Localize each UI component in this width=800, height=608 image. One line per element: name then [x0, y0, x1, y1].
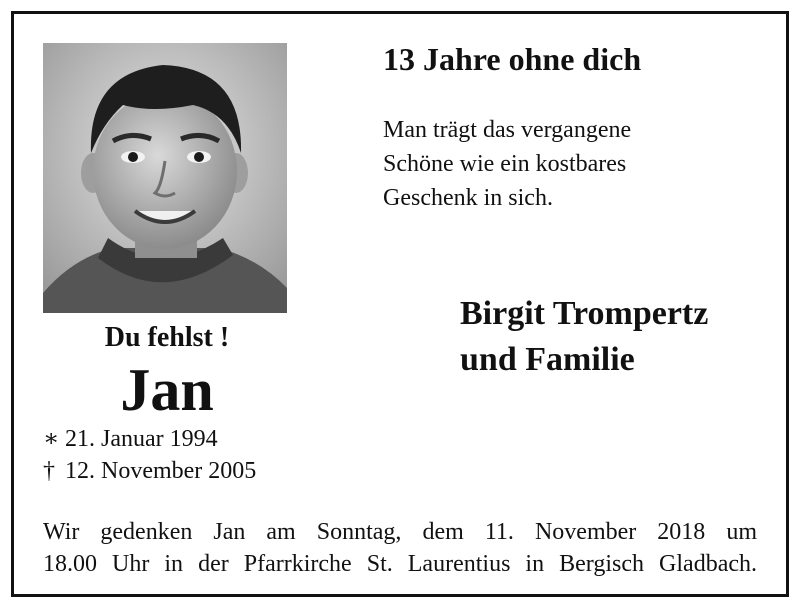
birth-date-row: [43, 423, 256, 455]
signature-line: Birgit Trompertz: [460, 295, 709, 332]
death-date-row: [43, 455, 256, 487]
notice-line: 18.00 Uhr in der Pfarrkirche St. Laurentius in Bergisch Gladbach.: [43, 551, 757, 577]
memorial-quote: [383, 113, 631, 215]
quote-line: Geschenk in sich.: [383, 185, 553, 211]
quote-line: Schöne wie ein kostbares: [383, 151, 627, 177]
subtitle: Du fehlst !: [104, 322, 230, 353]
signature-line: und Familie: [460, 341, 635, 378]
birth-date: 21. Januar 1994: [65, 426, 218, 452]
life-dates: [43, 423, 256, 487]
notice-heading: 13 Jahre ohne dich: [383, 41, 642, 77]
death-date: 12. November 2005: [65, 458, 257, 484]
quote-line: Man trägt das vergangene: [383, 117, 632, 143]
deceased-name: Jan: [120, 357, 214, 423]
signature: [460, 291, 708, 383]
birth-asterisk-icon: ∗: [43, 426, 60, 452]
boy-portrait-icon: [43, 43, 287, 313]
death-cross-icon: †: [43, 458, 55, 484]
service-notice: [43, 516, 757, 580]
portrait-photo: [43, 43, 287, 313]
notice-line: Wir gedenken Jan am Sonntag, dem 11. November 2018 um: [43, 519, 757, 545]
